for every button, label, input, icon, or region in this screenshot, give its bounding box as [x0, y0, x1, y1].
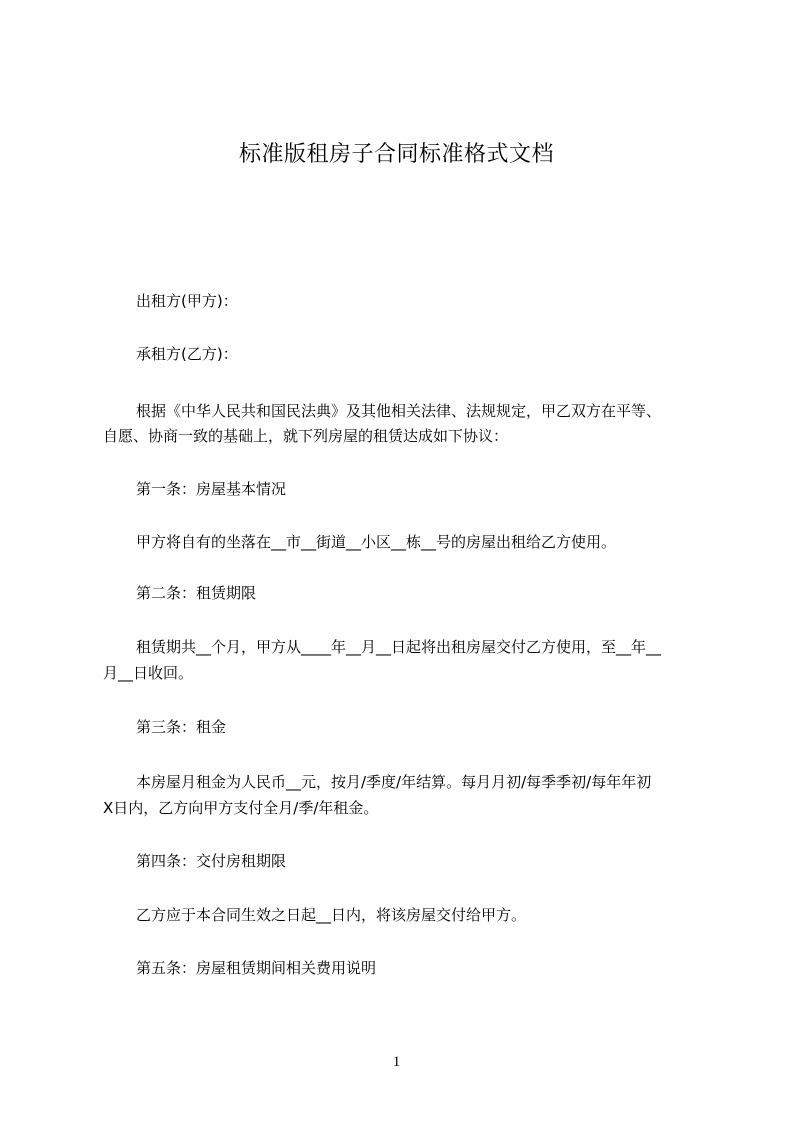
article-4-heading: 第四条：交付房租期限 — [136, 852, 287, 870]
article-2-body-line-2: 月__日收回。 — [103, 664, 194, 682]
article-3-body-line-2: X日内，乙方向甲方支付全月/季/年租金。 — [103, 799, 379, 817]
article-5-heading: 第五条：房屋租赁期间相关费用说明 — [136, 959, 377, 977]
lessor-line: 出租方(甲方)： — [136, 292, 238, 310]
article-4-body: 乙方应于本合同生效之日起__日内，将该房屋交付给甲方。 — [136, 906, 527, 924]
article-3-body-line-1: 本房屋月租金为人民币__元，按月/季度/年结算。每月月初/每季季初/每年年初 — [136, 773, 652, 791]
preamble-line-1: 根据《中华人民共和国民法典》及其他相关法律、法规规定，甲乙双方在平等、 — [136, 402, 662, 420]
article-1-body: 甲方将自有的坐落在__市__街道__小区__栋__号的房屋出租给乙方使用。 — [136, 533, 617, 551]
article-3-heading: 第三条：租金 — [136, 718, 227, 736]
article-1-heading: 第一条：房屋基本情况 — [136, 480, 287, 498]
lessee-line: 承租方(乙方)： — [136, 345, 238, 363]
article-2-body-line-1: 租赁期共__个月，甲方从____年__月__日起将出租房屋交付乙方使用，至__年__ — [136, 638, 662, 656]
preamble-line-2: 自愿、协商一致的基础上，就下列房屋的租赁达成如下协议： — [103, 427, 509, 445]
page-number: 1 — [392, 1054, 401, 1070]
document-title: 标准版租房子合同标准格式文档 — [238, 142, 554, 167]
article-2-heading: 第二条：租赁期限 — [136, 584, 257, 602]
